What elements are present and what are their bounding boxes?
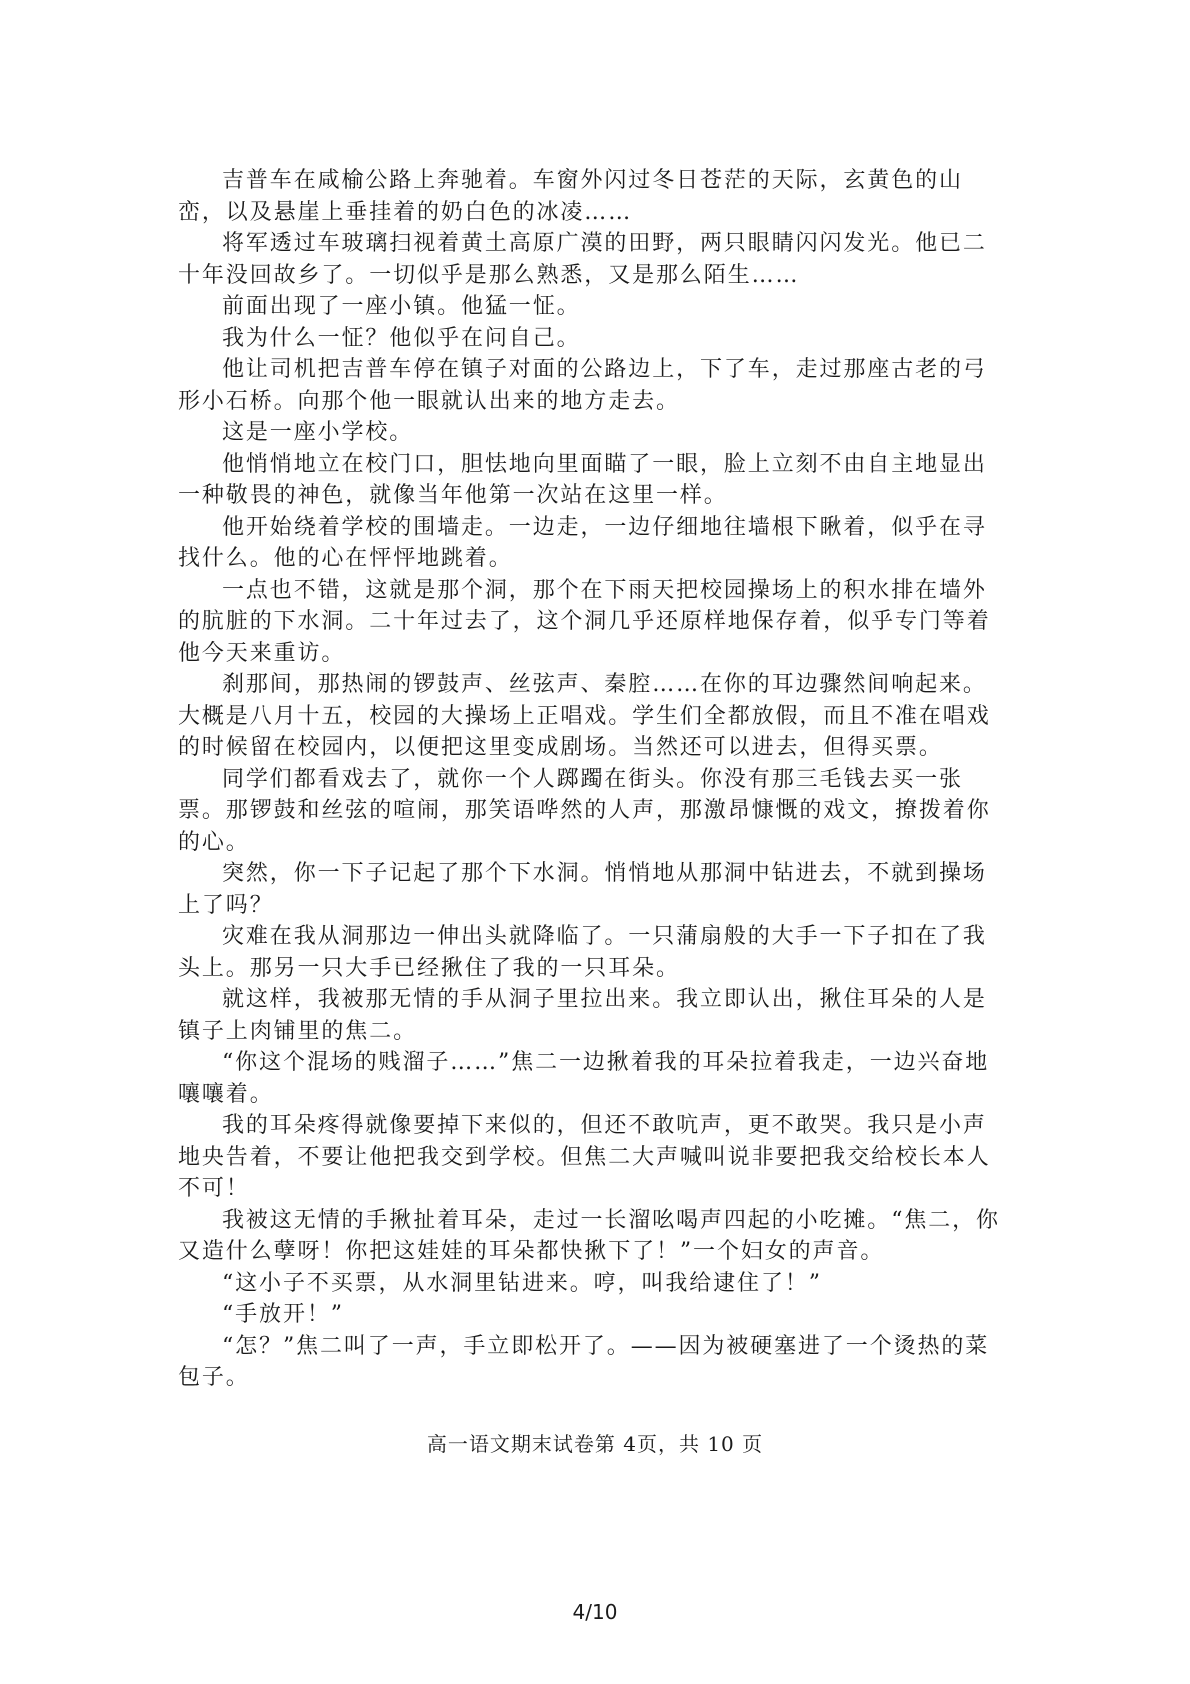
paragraph: 吉普车在咸榆公路上奔驰着。车窗外闪过冬日苍茫的天际，玄黄色的山峦，以及悬崖上垂挂着的奶白色的冰凌…… [178, 168, 963, 225]
paragraph: 他开始绕着学校的围墙走。一边走，一边仔细地往墙根下瞅着，似乎在寻找什么。他的心在怦怦地跳着。 [178, 514, 987, 571]
paragraph: 将军透过车玻璃扫视着黄土高原广漠的田野，两只眼睛闪闪发光。他已二十年没回故乡了。一切似乎是那么熟悉，又是那么陌生…… [178, 231, 987, 288]
paragraph: 一点也不错，这就是那个洞，那个在下雨天把校园操场上的积水排在墙外的肮脏的下水洞。二十年过去了，这个洞几乎还原样地保存着，似乎专门等着他今天来重访。 [178, 577, 991, 666]
paragraph: “这小子不买票，从水洞里钻进来。哼，叫我给逮住了！” [222, 1270, 822, 1296]
paragraph: 前面出现了一座小镇。他猛一怔。 [222, 294, 581, 319]
paragraph: “怎？”焦二叫了一声，手立即松开了。——因为被硬塞进了一个烫热的菜包子。 [178, 1333, 990, 1390]
paragraph: 灾难在我从洞那边一伸出头就降临了。一只蒲扇般的大手一下子扣在了我头上。那另一只大手已经揪住了我的一只耳朵。 [178, 924, 987, 981]
paragraph: 同学们都看戏去了，就你一个人踯躅在街头。你没有那三毛钱去买一张票。那锣鼓和丝弦的喧闹，那笑语哗然的人声，那激昂慷慨的戏文，撩拨着你的心。 [178, 766, 991, 855]
reading-passage [178, 165, 1008, 1394]
paragraph: “手放开！” [222, 1302, 344, 1327]
paragraph: 他悄悄地立在校门口，胆怯地向里面瞄了一眼，脸上立刻不由自主地显出一种敬畏的神色，就像当年他第一次站在这里一样。 [178, 451, 987, 508]
paragraph: 就这样，我被那无情的手从洞子里拉出来。我立即认出，揪住耳朵的人是镇子上肉铺里的焦二。 [178, 987, 987, 1044]
paragraph: 这是一座小学校。 [222, 420, 414, 445]
paragraph: “你这个混场的贱溜子……”焦二一边揪着我的耳朵拉着我走，一边兴奋地嚷嚷着。 [178, 1050, 990, 1107]
paragraph: 他让司机把吉普车停在镇子对面的公路边上，下了车，走过那座古老的弓形小石桥。向那个他一眼就认出来的地方走去。 [178, 357, 987, 414]
page-footer: 高一语文期末试卷第 4页，共 10 页 [426, 1432, 764, 1456]
paragraph: 刹那间，那热闹的锣鼓声、丝弦声、秦腔……在你的耳边骤然间响起来。大概是八月十五，校园的大操场上正唱戏。学生们全都放假，而且不准在唱戏的时候留在校园内，以便把这里变成剧场。当然还可以进去，但得买票。 [178, 672, 991, 760]
paragraph: 我被这无情的手揪扯着耳朵，走过一长溜吆喝声四起的小吃摊。“焦二，你又造什么孽呀！你把这娃娃的耳朵都快揪下了！”一个妇女的声音。 [178, 1207, 1000, 1264]
paragraph: 突然，你一下子记起了那个下水洞。悄悄地从那洞中钻进去，不就到操场上了吗？ [178, 861, 987, 918]
page-number: 4/10 [572, 1600, 618, 1624]
paragraph: 我的耳朵疼得就像要掉下来似的，但还不敢吭声，更不敢哭。我只是小声地央告着，不要让他把我交到学校。但焦二大声喊叫说非要把我交给校长本人不可！ [178, 1113, 991, 1201]
paragraph: 我为什么一怔？他似乎在问自己。 [222, 325, 581, 351]
